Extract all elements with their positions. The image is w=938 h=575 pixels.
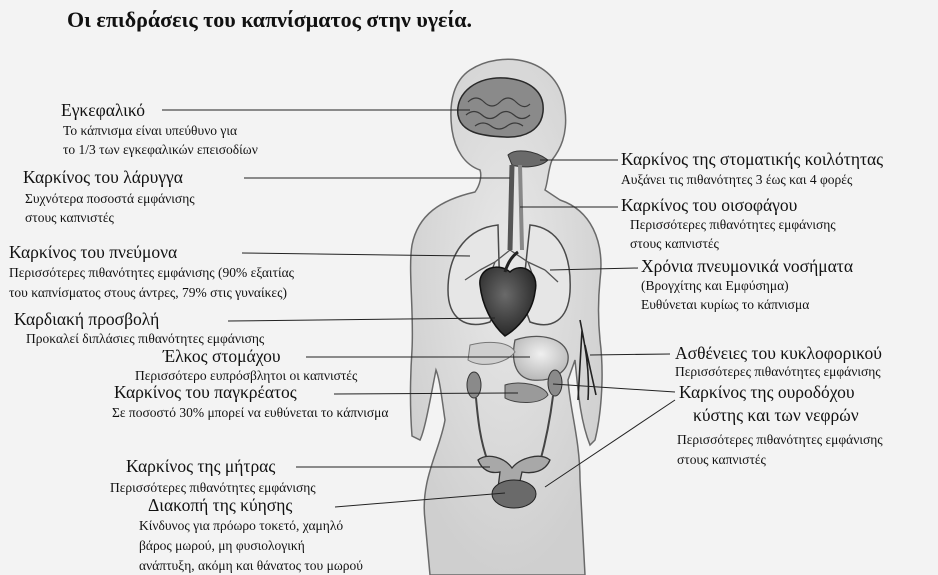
brain-heading: Εγκεφαλικό [61,100,146,120]
oral-desc-line1: Αυξάνει τις πιθανότητες 3 έως και 4 φορές [621,172,853,187]
brain-desc-line2: το 1/3 των εγκεφαλικών επεισοδίων [63,142,258,157]
esophagus-desc-line2: στους καπνιστές [630,236,719,251]
heart-desc-line1: Προκαλεί διπλάσιες πιθανότητες εμφάνισης [26,331,265,346]
pregnancy-desc-line3: ανάπτυξη, ακόμη και θάνατος του μωρού [139,558,363,573]
bladder-desc-line1: Περισσότερες πιθανότητες εμφάνισης [677,432,883,447]
bladder-heading-line2: κύστης και των νεφρών [693,405,859,425]
larynx-heading: Καρκίνος του λάρυγγα [23,167,183,187]
bladder-heading-line1: Καρκίνος της ουροδόχου [679,382,855,402]
heart-heading: Καρδιακή προσβολή [14,309,160,329]
esophagus-heading: Καρκίνος του οισοφάγου [621,195,798,215]
lung-heading: Καρκίνος του πνεύμονα [9,242,178,262]
uterus-desc-line1: Περισσότερες πιθανότητες εμφάνισης [110,480,316,495]
uterus-heading: Καρκίνος της μήτρας [126,456,276,476]
lung-desc-line1: Περισσότερες πιθανότητες εμφάνισης (90% εξαιτίας [9,265,295,280]
copd-heading: Χρόνια πνευμονικά νοσήματα [641,256,854,276]
ulcer-desc-line1: Περισσότερο ευπρόσβλητοι οι καπνιστές [135,368,358,383]
larynx-desc-line2: στους καπνιστές [25,210,114,225]
esophagus-desc-line1: Περισσότερες πιθανότητες εμφάνισης [630,217,836,232]
larynx-desc-line1: Συχνότερα ποσοστά εμφάνισης [25,191,195,206]
pancreas-desc-line1: Σε ποσοστό 30% μπορεί να ευθύνεται το κάπνισμα [112,405,389,420]
ulcer-heading: Έλκος στομάχου [163,346,281,366]
pregnancy-heading: Διακοπή της κύησης [148,495,293,515]
copd-desc-line2: Ευθύνεται κυρίως το κάπνισμα [641,297,810,312]
pancreas-heading: Καρκίνος του παγκρέατος [114,382,297,402]
pregnancy-desc-line2: βάρος μωρού, μη φυσιολογική [139,538,305,553]
circulatory-heading: Ασθένειες του κυκλοφορικού [675,343,882,363]
pregnancy-desc-line1: Κίνδυνος για πρόωρο τοκετό, χαμηλό [139,518,344,533]
circulatory-desc-line1: Περισσότερες πιθανότητες εμφάνισης [675,364,881,379]
lung-desc-line2: του καπνίσματος στους άντρες, 79% στις γυναίκες) [9,285,287,300]
brain-desc-line1: Το κάπνισμα είναι υπεύθυνο για [63,123,238,138]
bladder-desc-line2: στους καπνιστές [677,452,766,467]
brain-organ [458,78,543,137]
copd-desc-line1: (Βρογχίτης και Εμφύσημα) [641,278,789,293]
leader-bladder-1 [553,384,675,392]
page-title: Οι επιδράσεις του καπνίσματος στην υγεία. [67,7,473,32]
oral-heading: Καρκίνος της στοματικής κοιλότητας [621,149,884,169]
